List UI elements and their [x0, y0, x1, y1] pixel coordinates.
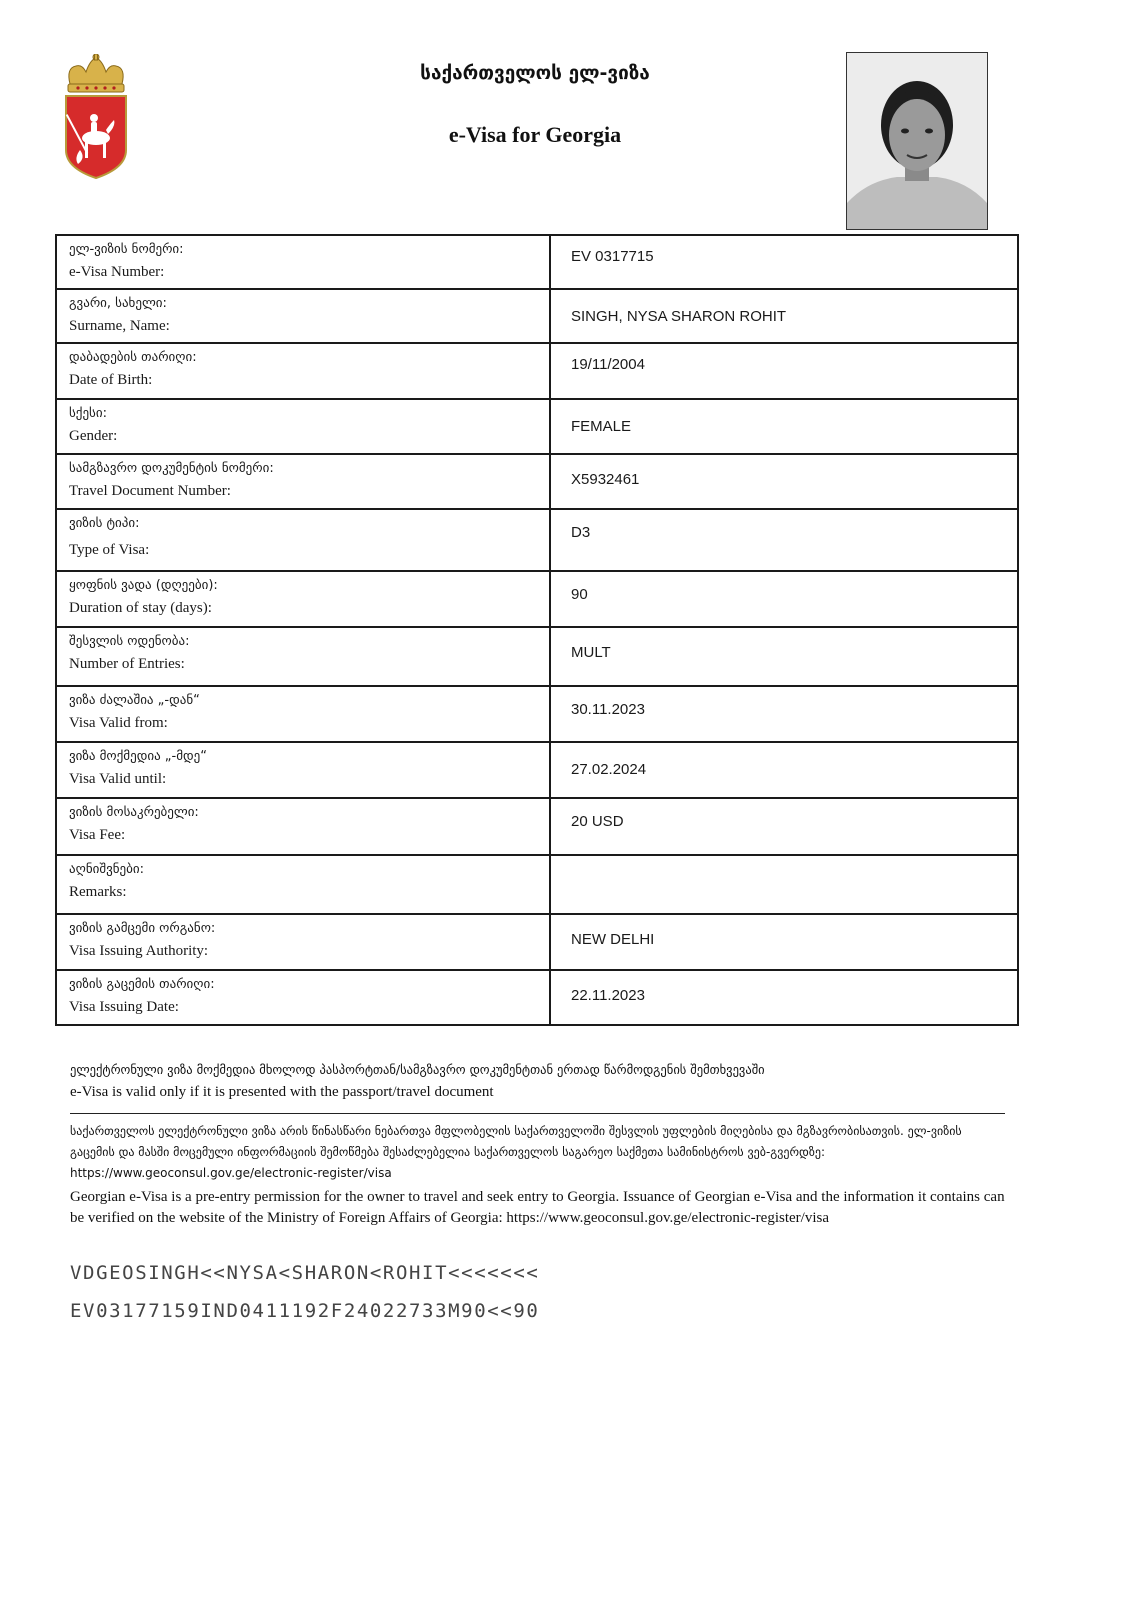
- value-visa-type: D3: [550, 509, 1018, 571]
- label-en: Visa Fee:: [69, 827, 126, 843]
- label-ka: ვიზა მოქმედია „-მდე“: [69, 749, 207, 764]
- label-ka: აღნიშვნები:: [69, 862, 144, 877]
- value-number-of-entries: MULT: [550, 627, 1018, 686]
- label-en: Visa Issuing Authority:: [69, 943, 209, 959]
- value-surname-name: SINGH, NYSA SHARON ROHIT: [550, 289, 1018, 343]
- label-en: Surname, Name:: [69, 318, 170, 334]
- validity-note-ka: ელექტრონული ვიზა მოქმედია მხოლოდ პასპორტთან/სამგზავრო დოკუმენტთან ერთად წარმოდგენის შემთხვევაში: [70, 1062, 765, 1077]
- value-visa-valid-from: 30.11.2023: [550, 686, 1018, 742]
- table-row: [56, 454, 1018, 509]
- table-row: [56, 571, 1018, 627]
- value-gender: FEMALE: [550, 399, 1018, 454]
- label-ka: დაბადების თარიღი:: [69, 350, 197, 365]
- label-en: Duration of stay (days):: [69, 600, 212, 616]
- title-georgian: საქართველოს ელ-ვიზა: [420, 62, 650, 84]
- label-en: Number of Entries:: [69, 656, 185, 672]
- label-ka: გვარი, სახელი:: [69, 296, 167, 311]
- info-paragraph: [70, 1121, 1005, 1229]
- value-issuing-authority: NEW DELHI: [550, 914, 1018, 970]
- info-ka: საქართველოს ელექტრონული ვიზა არის წინასწარი ნებართვა მფლობელის საქართველოში შესვლის უფლების მიღებისა და მგზავრობისათვის. ელ-ვიზის გაცემის და მასში მოცემული ინფორმაციის შემოწმება შესაძლებელია საქართველოს საგარეო საქმეთა სამინისტროს ვებ-გვერდზე: https://www.geoconsul.gov.ge/electronic-register/visa: [70, 1124, 962, 1180]
- label-ka: ვიზის ტიპი:: [69, 516, 140, 531]
- label-en: Travel Document Number:: [69, 483, 231, 499]
- value-visa-fee: 20 USD: [550, 798, 1018, 855]
- label-ka: ვიზის გაცემის თარიღი:: [69, 977, 215, 992]
- label-ka: სქესი:: [69, 406, 107, 421]
- label-en: Visa Valid until:: [69, 771, 167, 787]
- table-row: [56, 855, 1018, 914]
- title-english: e-Visa for Georgia: [448, 122, 622, 147]
- label-ka: სამგზავრო დოკუმენტის ნომერი:: [69, 461, 274, 476]
- georgia-coat-of-arms-icon: [56, 54, 136, 182]
- value-duration-of-stay: 90: [550, 571, 1018, 627]
- visa-details-table: [55, 234, 1019, 1026]
- value-travel-document-number: X5932461: [550, 454, 1018, 509]
- label-en: Remarks:: [69, 884, 127, 900]
- table-row: [56, 914, 1018, 970]
- info-en: Georgian e-Visa is a pre-entry permission for the owner to travel and seek entry to Georgia. Issuance of Georgian e-Visa and the information it contains can be verified on the website of the Ministry of Foreign Affairs of Georgia: https://www.geoconsul.gov.ge/electronic-register/visa: [70, 1189, 1005, 1226]
- table-row: [56, 343, 1018, 399]
- value-date-of-birth: 19/11/2004: [550, 343, 1018, 399]
- label-en: Gender:: [69, 428, 118, 444]
- applicant-photo: [846, 52, 988, 230]
- label-ka: შესვლის ოდენობა:: [69, 634, 190, 649]
- label-en: Type of Visa:: [69, 542, 150, 558]
- value-visa-valid-until: 27.02.2024: [550, 742, 1018, 798]
- label-ka: ვიზის გამცემი ორგანო:: [69, 921, 216, 936]
- table-row: [56, 509, 1018, 571]
- table-row: [56, 798, 1018, 855]
- label-ka: ყოფნის ვადა (დღეები):: [69, 578, 218, 593]
- table-row: [56, 289, 1018, 343]
- divider: [70, 1113, 1005, 1114]
- table-row: [56, 970, 1018, 1025]
- table-row: [56, 235, 1018, 289]
- label-ka: ელ-ვიზის ნომერი:: [69, 242, 184, 257]
- value-evisa-number: EV 0317715: [550, 235, 1018, 289]
- table-row: [56, 742, 1018, 798]
- label-en: Visa Issuing Date:: [69, 999, 179, 1015]
- mrz-line-2: EV03177159IND0411192F24022733M90<<90: [70, 1300, 540, 1322]
- label-ka: ვიზის მოსაკრებელი:: [69, 805, 199, 820]
- validity-note-en: e-Visa is valid only if it is presented with the passport/travel document: [70, 1084, 494, 1100]
- table-row: [56, 399, 1018, 454]
- label-ka: ვიზა ძალაშია „-დან“: [69, 693, 200, 708]
- label-en: Visa Valid from:: [69, 715, 168, 731]
- table-row: [56, 686, 1018, 742]
- value-remarks: [550, 855, 1018, 914]
- table-row: [56, 627, 1018, 686]
- value-issuing-date: 22.11.2023: [550, 970, 1018, 1025]
- mrz-line-1: VDGEOSINGH<<NYSA<SHARON<ROHIT<<<<<<<: [70, 1262, 540, 1284]
- validity-note: [70, 1060, 1010, 1104]
- label-en: Date of Birth:: [69, 372, 153, 388]
- label-en: e-Visa Number:: [69, 264, 165, 280]
